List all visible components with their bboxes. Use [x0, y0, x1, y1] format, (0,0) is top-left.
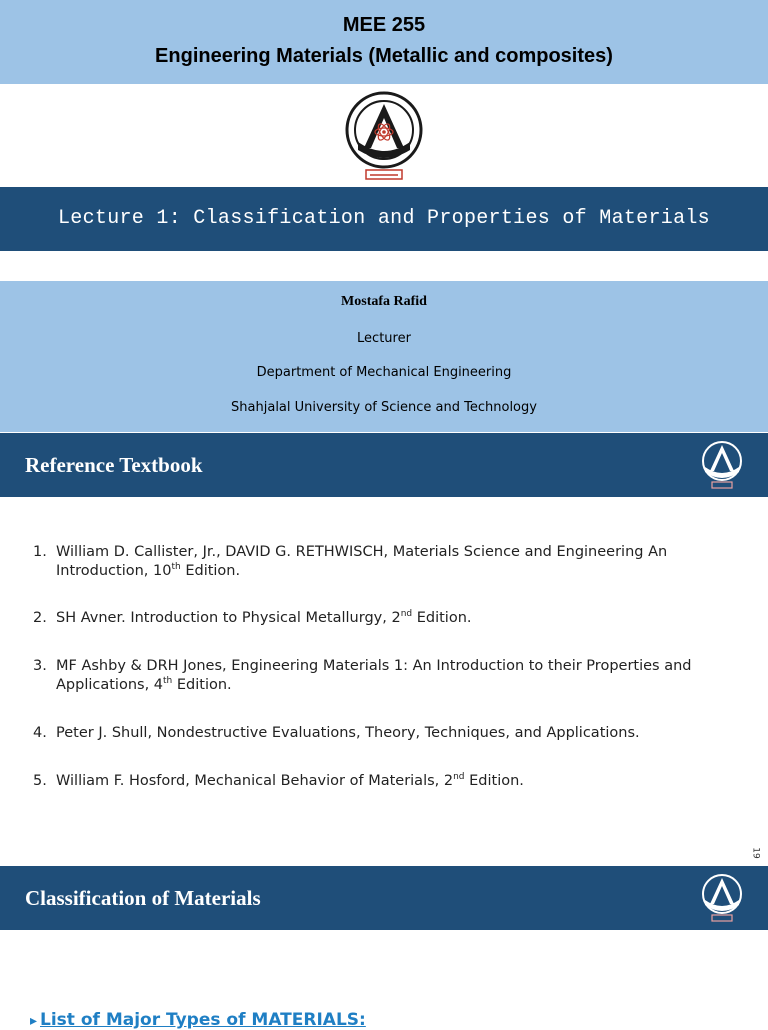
- university-logo-icon: [344, 90, 424, 182]
- lecture-title-banner: Lecture 1: Classification and Properties of Materials: [0, 187, 768, 251]
- course-name: Engineering Materials (Metallic and composites): [155, 45, 613, 67]
- list-number: 3.: [33, 658, 47, 674]
- list-number: 5.: [33, 773, 47, 789]
- author-role: Lecturer: [357, 331, 411, 346]
- list-number: 2.: [33, 610, 47, 626]
- classification-section-title: Classification of Materials: [25, 886, 261, 910]
- materials-list-heading: ▸ List of Major Types of MATERIALS:: [30, 1010, 366, 1030]
- bullet-icon: ▸: [30, 1013, 38, 1029]
- list-item: 5. William F. Hosford, Mechanical Behavior of Materials, 2nd Edition.: [33, 772, 524, 789]
- course-code: MEE 255: [342, 14, 426, 36]
- author-department: Department of Mechanical Engineering: [256, 365, 512, 380]
- list-item: 2. SH Avner. Introduction to Physical Metallurgy, 2nd Edition.: [33, 609, 472, 626]
- course-header: [0, 0, 768, 84]
- author-name: Mostafa Rafid: [341, 294, 427, 309]
- reference-list: [0, 543, 768, 791]
- university-logo-icon: [696, 872, 748, 924]
- author-block: [0, 281, 768, 432]
- author-university: Shahjalal University of Science and Technology: [231, 400, 537, 415]
- list-number: 4.: [33, 725, 47, 741]
- university-logo-icon: [696, 439, 748, 491]
- reference-section-header: [0, 433, 768, 497]
- list-item: 4. Peter J. Shull, Nondestructive Evaluations, Theory, Techniques, and Applications.: [33, 725, 640, 741]
- classification-section-header: [0, 866, 768, 930]
- list-item: 3. MF Ashby & DRH Jones, Engineering Materials 1: An Introduction to their Properties and Applications, 4th Edition.: [33, 658, 692, 693]
- page-number: 19: [750, 847, 761, 859]
- list-item: 1. William D. Callister, Jr., DAVID G. RETHWISCH, Materials Science and Engineering An Introduction, 10th Edition.: [33, 544, 668, 579]
- reference-section-title: Reference Textbook: [25, 453, 203, 477]
- list-number: 1.: [33, 544, 47, 560]
- logo-area: [0, 84, 768, 187]
